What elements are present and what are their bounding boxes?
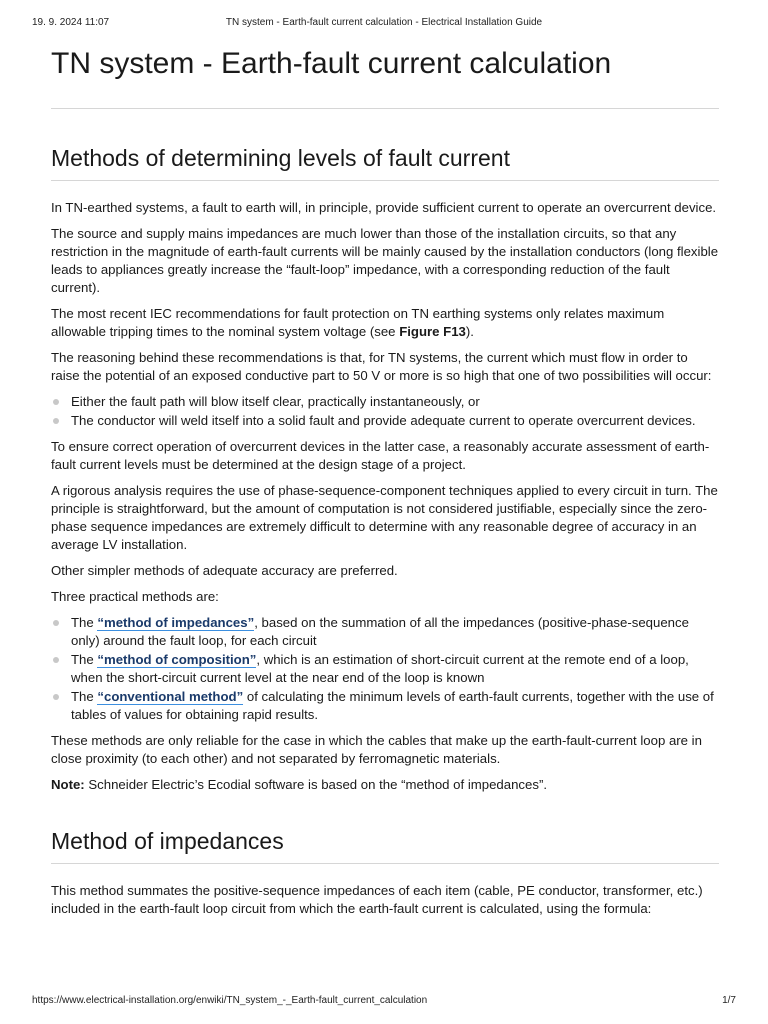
bullet-icon: [53, 399, 59, 405]
print-header: [32, 17, 736, 31]
list-item-text: The: [71, 652, 98, 667]
paragraph-text: The most recent IEC recommendations for fault protection on TN earthing systems only relates maximum allowable tripping times to the nominal system voltage (see: [51, 306, 665, 339]
article-content: [51, 44, 719, 926]
paragraph: [51, 305, 719, 341]
paragraph: These methods are only reliable for the case in which the cables that make up the earth-fault-current loop are in close proximity (to each other) and not separated by ferromagnetic materials.: [51, 733, 702, 766]
page-number: 1/7: [722, 995, 736, 1006]
section-divider: [51, 180, 719, 181]
print-document-title: TN system - Earth-fault current calculation - Electrical Installation Guide: [225, 17, 543, 28]
list-item: [51, 688, 719, 724]
possibilities-list: [51, 393, 719, 430]
paragraph: Three practical methods are:: [51, 589, 219, 604]
method-of-impedances-link[interactable]: “method of impedances”: [97, 615, 255, 630]
paragraph-text: ).: [465, 324, 474, 339]
list-item-text: of calculating the minimum levels of earth-fault currents, together with the use of tables of values for obtaining rapid results.: [71, 689, 714, 722]
bullet-icon: [53, 620, 59, 626]
methods-list: [51, 614, 719, 724]
note: [51, 776, 719, 794]
bullet-icon: [53, 694, 59, 700]
page-title: TN system - Earth-fault current calculation: [51, 47, 612, 80]
list-item: [51, 651, 719, 687]
paragraph: The source and supply mains impedances are much lower than those of the installation circuits, so that any restriction in the magnitude of earth-fault currents will be mainly caused by the installation conductors (long flexible leads to appliances greatly increase the “fault-loop” impedance, with a corresponding reduction of the fault current).: [51, 226, 719, 295]
list-item-text: Either the fault path will blow itself clear, practically instantaneously, or: [71, 394, 480, 409]
bullet-icon: [53, 657, 59, 663]
paragraph: In TN-earthed systems, a fault to earth will, in principle, provide sufficient current to operate an overcurrent device.: [51, 200, 717, 215]
note-label: Note:: [51, 777, 85, 792]
list-item-text: The conductor will weld itself into a solid fault and provide adequate current to operate overcurrent devices.: [71, 413, 696, 428]
paragraph: To ensure correct operation of overcurrent devices in the latter case, a reasonably accurate assessment of earth-fault current levels must be determined at the design stage of a project.: [51, 439, 710, 472]
title-divider: [51, 108, 719, 109]
figure-reference: Figure F13: [399, 324, 466, 339]
list-item: [51, 412, 719, 430]
list-item-text: , based on the summation of all the impedances (positive-phase-sequence only) around the fault loop, for each circuit: [71, 615, 689, 648]
section-heading-methods: Methods of determining levels of fault current: [51, 145, 510, 171]
paragraph: This method summates the positive-sequence impedances of each item (cable, PE conductor, transformer, etc.) included in the earth-fault loop circuit from which the earth-fault current is calculated, using the formula:: [51, 883, 703, 916]
paragraph: Other simpler methods of adequate accuracy are preferred.: [51, 563, 398, 578]
print-date: 19. 9. 2024 11:07: [32, 17, 110, 28]
bullet-icon: [53, 418, 59, 424]
section-divider: [51, 863, 719, 864]
list-item-text: , which is an estimation of short-circuit current at the remote end of a loop, when the short-circuit current level at the near end of the loop is known: [71, 652, 689, 685]
paragraph: A rigorous analysis requires the use of phase-sequence-component techniques applied to every circuit in turn. The principle is straightforward, but the amount of computation is not considered justifiable, especially since the zero-phase sequence impedances are extremely difficult to determine with any reasonable degree of accuracy in an average LV installation.: [51, 483, 718, 552]
list-item-text: The: [71, 689, 98, 704]
paragraph: The reasoning behind these recommendations is that, for TN systems, the current which must flow in order to raise the potential of an exposed conductive part to 50 V or more is so high that one of two possibilities will occur:: [51, 350, 712, 383]
list-item-text: The: [71, 615, 98, 630]
print-footer: [32, 995, 736, 1009]
print-url: https://www.electrical-installation.org/enwiki/TN_system_-_Earth-fault_current_calculation: [32, 995, 428, 1006]
list-item: [51, 393, 719, 411]
section-heading-impedances: Method of impedances: [51, 828, 284, 854]
list-item: [51, 614, 719, 650]
method-of-composition-link[interactable]: “method of composition”: [97, 652, 257, 667]
conventional-method-link[interactable]: “conventional method”: [97, 689, 244, 704]
note-text: Schneider Electric’s Ecodial software is based on the “method of impedances”.: [84, 777, 547, 792]
